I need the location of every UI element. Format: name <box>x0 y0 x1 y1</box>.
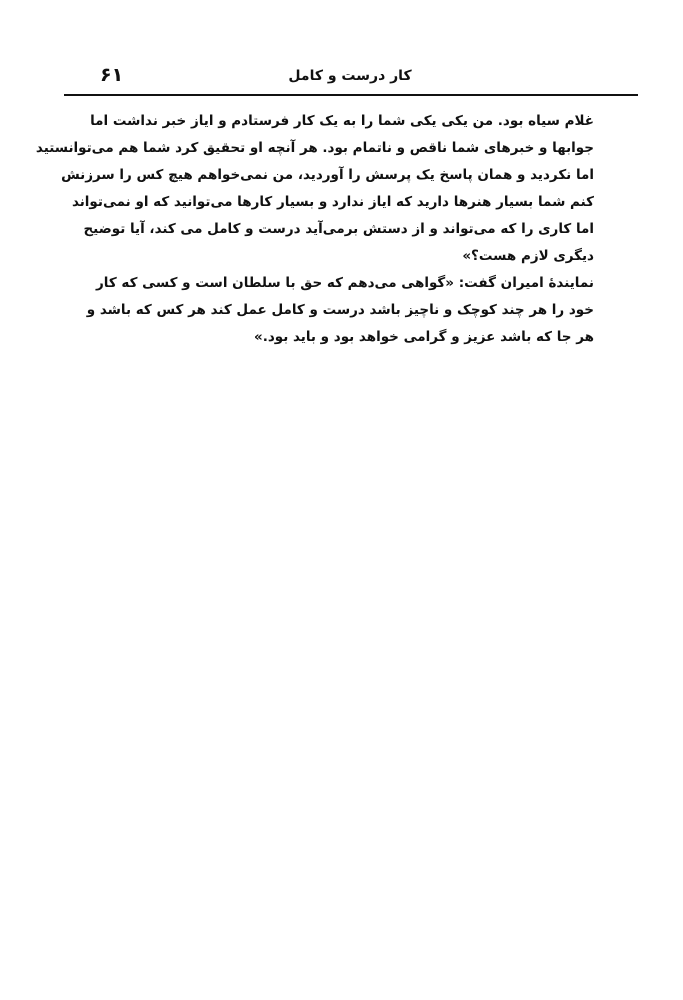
text-line: غلام سیاه بود. من یکی یکی شما را به یک کار فرستادم و ایاز خبر نداشت اما <box>90 113 594 129</box>
text-line: جوابها و خبرهای شما ناقص و ناتمام بود. هر آنچه او تحقیق کرد شما هم می‌توانستید <box>35 140 594 156</box>
running-header <box>64 62 636 94</box>
chapter-title: کار درست و کامل <box>288 68 412 84</box>
text-line: دیگری لازم هست؟» <box>462 248 594 264</box>
page-number: ۶۱ <box>100 64 124 86</box>
body-text <box>35 108 594 351</box>
text-line: نمایندهٔ امیران گفت: «گواهی می‌دهم که حق با سلطان است و کسی که کار <box>96 275 594 291</box>
text-line: کنم شما بسیار هنرها دارید که ایاز ندارد و بسیار کارها می‌توانید که او نمی‌تواند <box>71 194 594 210</box>
text-line: اما نکردید و همان پاسخ یک پرسش را آوردید، من نمی‌خواهم هیچ کس را سرزنش <box>61 167 594 183</box>
header-rule <box>64 94 638 96</box>
text-line: خود را هر چند کوچک و ناچیز باشد درست و کامل عمل کند هر کس که باشد و <box>86 302 594 318</box>
text-line: هر جا که باشد عزیز و گرامی خواهد بود و باید بود.» <box>253 329 594 345</box>
text-line: اما کاری را که می‌تواند و از دستش برمی‌آید درست و کامل می کند، آیا توضیح <box>83 221 594 237</box>
